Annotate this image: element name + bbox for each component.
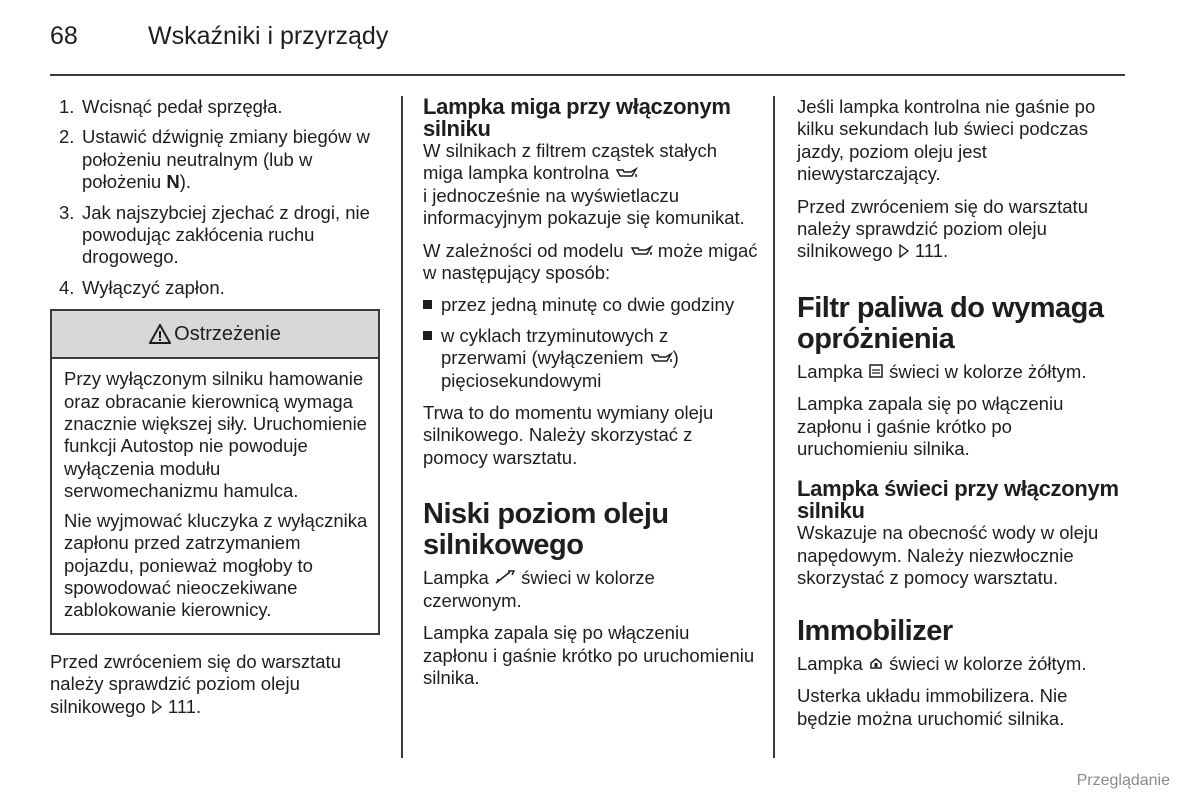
list-item: w cyklach trzyminutowych z przerwami (wyłączeniem ) pięciosekundowymi — [423, 325, 758, 392]
column-divider-1 — [401, 96, 403, 758]
page-ref-arrow-icon — [151, 700, 163, 714]
page-ref[interactable]: 111. — [167, 695, 202, 717]
paragraph: Wskazuje na obecność wody w oleju napędowym. Należy niezwłocznie skorzystać z pomocy warsztatu. — [797, 522, 1099, 589]
warning-triangle-icon — [149, 324, 171, 344]
column-3 — [797, 96, 1127, 740]
paragraph: Trwa to do momentu wymiany oleju silnikowego. Należy skorzystać z pomocy warsztatu. — [423, 402, 714, 468]
section-heading: Niski poziom oleju silnikowego — [423, 498, 669, 562]
browse-link[interactable]: Przeglądanie — [1076, 772, 1170, 789]
list-item: 4. Wyłączyć zapłon. — [59, 276, 225, 298]
header-rule — [50, 74, 1125, 76]
paragraph: Lampka zapala się po włączeniu zapłonu i gaśnie krótko po uruchomieniu silnika. — [797, 393, 1064, 460]
paragraph: Lampka świeci w kolorze czerwonym. — [423, 567, 655, 611]
paragraph: W silnikach z filtrem cząstek stałych miga lampka kontrolna i jednocześnie na wyświetlaczu informacyjnym pokazuje się komunikat. — [423, 140, 745, 229]
step-text: Wyłączyć zapłon. — [82, 276, 225, 298]
warning-box — [50, 309, 380, 634]
list-item: przez jedną minutę co dwie godziny — [423, 294, 758, 316]
gear-letter: N — [166, 171, 180, 193]
step-text: Wcisnąć pedał sprzęgła. — [82, 96, 283, 117]
section-heading: Filtr paliwa do wymaga opróżnienia — [797, 291, 1104, 355]
section-heading: Immobilizer — [797, 614, 953, 647]
list-item: 1. Wcisnąć pedał sprzęgła. — [59, 96, 283, 117]
step-text: Jak najszybciej zjechać z drogi, nie powodując zakłócenia ruchu drogowego. — [82, 201, 370, 268]
paragraph: Jeśli lampka kontrolna nie gaśnie po kilku sekundach lub świeci podczas jazdy, poziom oleju jest niewystarczający. — [797, 96, 1096, 185]
page-title: Wskaźniki i przyrządy — [148, 22, 389, 50]
steps-list — [50, 96, 380, 299]
section-subheading: Lampka miga przy włączonym silniku — [423, 94, 731, 141]
column-divider-2 — [773, 96, 775, 758]
paragraph: Przed zwróceniem się do warsztatu należy sprawdzić poziom oleju silnikowego 111. — [797, 195, 1088, 262]
immobilizer-icon — [868, 655, 884, 671]
page-ref-arrow-icon — [898, 244, 910, 258]
warning-header — [52, 311, 378, 359]
oil-can-icon — [629, 244, 653, 258]
warning-text: Przy wyłączonym silniku hamowanie oraz obracanie kierownicą wymaga znacznie większej siły. Uruchomienie funkcji Autostop nie powoduje wyłączenia modułu serwomechanizmu hamulca. — [64, 368, 367, 502]
page-ref[interactable]: 111. — [914, 240, 949, 262]
paragraph: Przed zwróceniem się do warsztatu należy sprawdzić poziom oleju silnikowego 111. — [50, 650, 341, 717]
oil-can-icon — [649, 351, 673, 365]
page-number: 68 — [50, 22, 78, 50]
warning-body — [52, 359, 378, 632]
paragraph: Lampka świeci w kolorze żółtym. — [797, 360, 1087, 382]
warning-title: Ostrzeżenie — [174, 323, 281, 346]
paragraph: Lampka świeci w kolorze żółtym. — [797, 652, 1087, 674]
paragraph: W zależności od modelu może migać w następujący sposób: — [423, 239, 758, 284]
oil-can-icon — [614, 166, 638, 180]
section-subheading: Lampka świeci przy włączonym silniku — [797, 476, 1119, 524]
paragraph: Lampka zapala się po włączeniu zapłonu i gaśnie krótko po uruchomieniu silnika. — [423, 622, 755, 688]
step-text: Ustawić dźwignię zmiany biegów w położeniu neutralnym (lub w położeniu — [82, 126, 370, 193]
oil-level-icon — [494, 569, 516, 585]
list-item: 3. Jak najszybciej zjechać z drogi, nie powodując zakłócenia ruchu drogowego. — [59, 201, 370, 268]
list-item: 2. Ustawić dźwignię zmiany biegów w położeniu neutralnym (lub w położeniu N). — [59, 126, 370, 193]
bullet-list — [423, 294, 758, 392]
warning-text: Nie wyjmować kluczyka z wyłącznika zapłonu przed zatrzymaniem pojazdu, ponieważ mogłoby to spowodować nieoczekiwane zablokowanie kierownicy. — [64, 509, 368, 621]
column-2 — [423, 96, 758, 699]
fuel-filter-icon — [868, 363, 884, 379]
column-1 — [50, 96, 380, 728]
paragraph: Usterka układu immobilizera. Nie będzie można uruchomić silnika. — [797, 685, 1068, 729]
